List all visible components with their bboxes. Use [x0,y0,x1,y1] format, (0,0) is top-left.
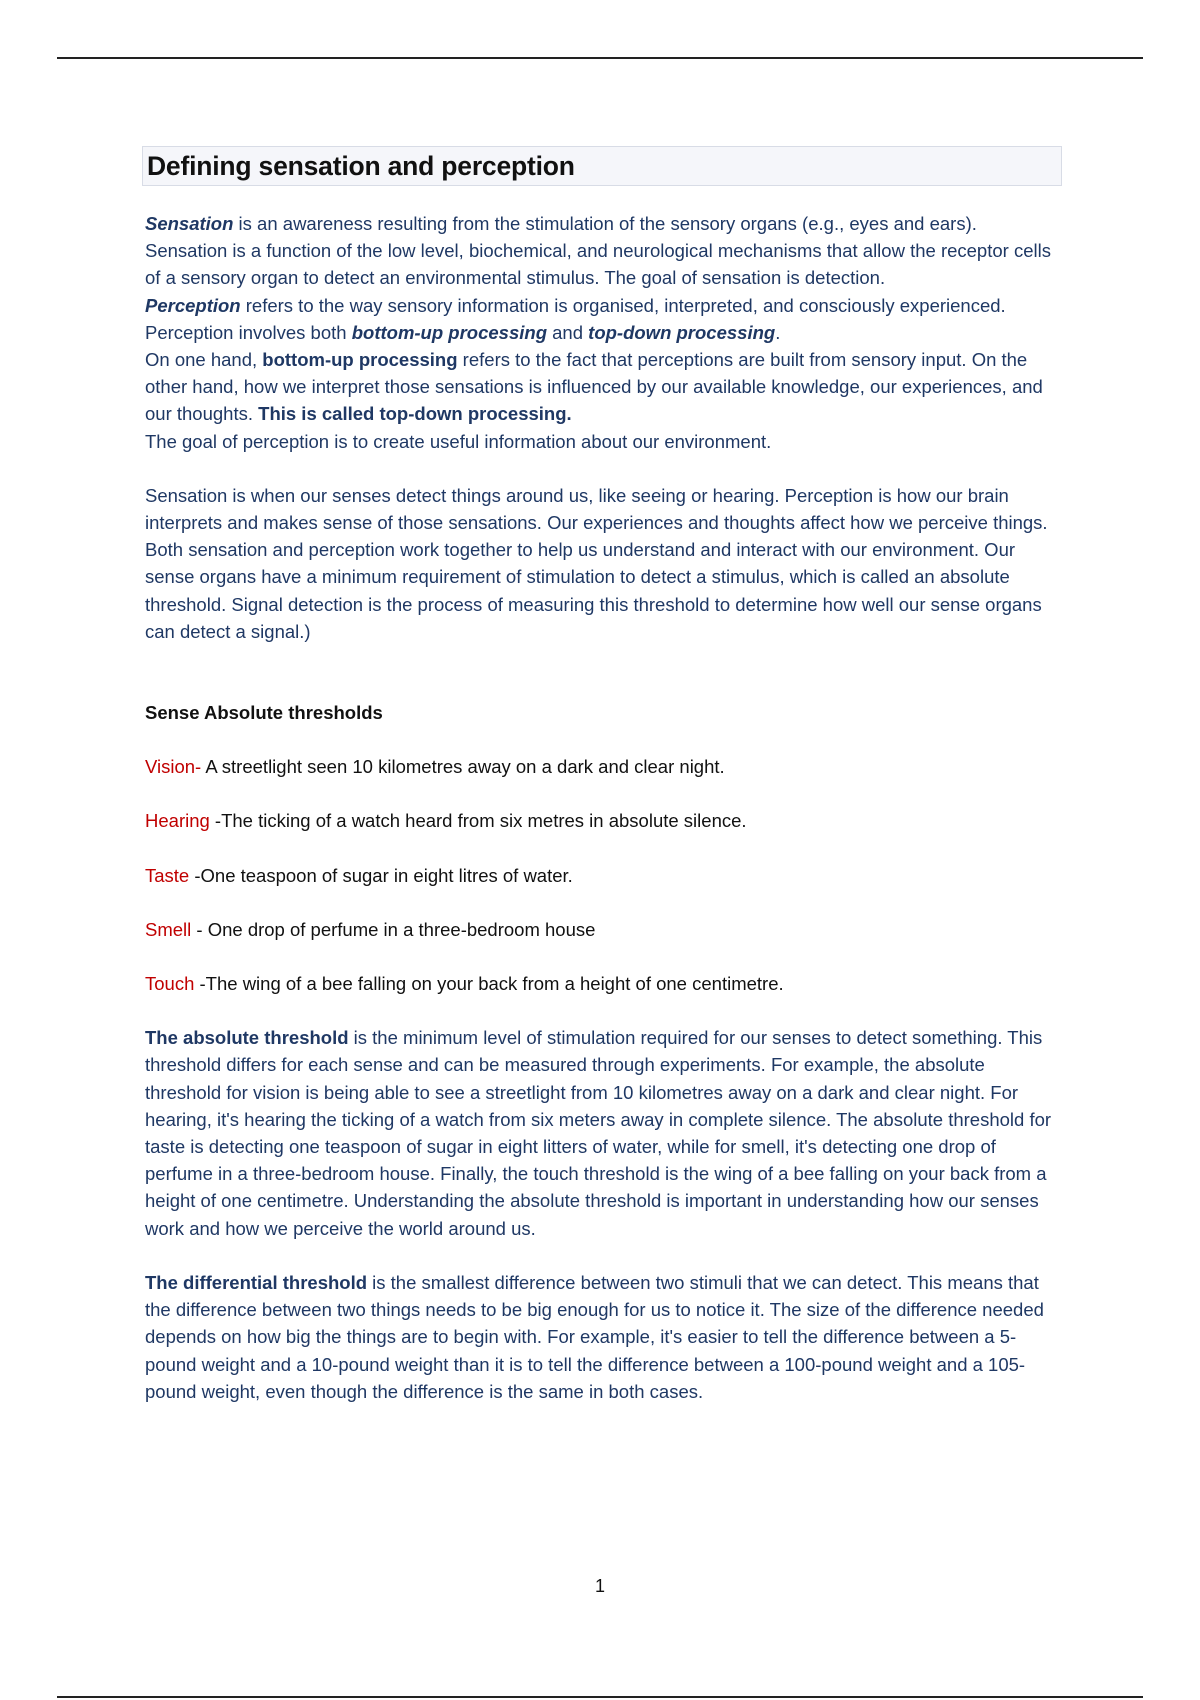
spacer [142,889,1062,916]
sense-name: Hearing [145,810,210,832]
page-title: Defining sensation and perception [147,150,575,181]
perception-end: . [775,321,781,343]
sense-taste [142,862,1062,889]
sensation-text: is an awareness resulting from the stimulation of the sensory organs (e.g., eyes and ears). Sensation is a function of the low level, biochemical, and neurological mechanisms that allow the receptor cells of a sensory organ to detect an environmental stimulus. The goal of sensation is detection. [145,213,1051,289]
differential-text: is the smallest difference between two stimuli that we can detect. This means that the difference between two things needs to be big enough for us to notice it. The size of the difference needed depends on how big the things are to begin with. For example, it's easier to tell the difference between a 5-pound weight and a 10-pound weight than it is to tell the difference between a 100-pound weight and a 105-pound weight, even though the difference is the same in both cases. [145,1271,1044,1402]
differential-threshold-paragraph [142,1269,1062,1405]
perception-term: Perception [145,294,241,316]
bottom-rule [57,1696,1143,1698]
title-box [142,146,1062,186]
sense-name: Smell [145,918,192,940]
spacer [142,645,1062,699]
perception-and: and [547,321,589,343]
bottom-up-term: bottom-up processing [351,321,547,343]
page-number: 1 [594,1576,605,1596]
sense-desc: -The ticking of a watch heard from six metres in absolute silence. [209,810,747,832]
sense-desc: - One drop of perfume in a three-bedroom house [191,918,596,940]
sense-hearing [142,807,1062,834]
sense-desc: -The wing of a bee falling on your back from a height of one centimetre. [194,973,784,995]
top-rule [57,57,1143,59]
summary-paragraph: Sensation is when our senses detect things around us, like seeing or hearing. Perception is how our brain interprets and makes sense of those sensations. Our experiences and thoughts affect how we perceive things. Both sensation and perception work together to help us understand and interact with our environment. Our sense organs have a minimum requirement of stimulation to detect a stimulus, which is called an absolute threshold. Signal detection is the process of measuring this threshold to determine how well our sense organs can detect a signal.) [145,484,1048,642]
sensation-term: Sensation [145,213,234,234]
spacer [142,835,1062,862]
spacer [142,997,1062,1024]
sense-name: Taste [145,864,190,886]
spacer [142,726,1062,753]
sense-touch [142,970,1062,997]
intro-sensation [142,210,1062,292]
spacer [142,455,1062,482]
absolute-threshold-paragraph [142,1024,1062,1242]
differential-term: The differential threshold [145,1271,368,1293]
absolute-text: is the minimum level of stimulation required for our senses to detect something. This threshold differs for each sense and can be measured through experiments. For example, the absolute threshold for vision is being able to see a streetlight from 10 kilometres away on a dark and clear night. For hearing, it's hearing the ticking of a watch from six meters away in complete silence. The absolute threshold for taste is detecting one teaspoon of sugar in eight litters of water, while for smell, it's detecting one drop of perfume in a three-bedroom house. Finally, the touch threshold is the wing of a bee falling on your back from a height of one centimetre. Understanding the absolute threshold is important in understanding how our senses work and how we perceive the world around us. [145,1027,1052,1239]
top-down-term: top-down processing [588,321,776,343]
on-one-hand: On one hand, [145,349,263,371]
sense-name: Vision- [145,756,202,778]
spacer [142,1242,1062,1269]
absolute-term: The absolute threshold [145,1027,349,1049]
intro-perception [142,292,1062,346]
sense-vision [142,753,1062,780]
spacer [142,780,1062,807]
perception-text: refers to the way sensory information is organised, interpreted, and consciously experienced. Perception involves both [145,294,1006,343]
thresholds-heading: Sense Absolute thresholds [145,702,383,724]
sense-desc: A streetlight seen 10 kilometres away on a dark and clear night. [201,756,725,778]
spacer [142,943,1062,970]
sense-desc: -One teaspoon of sugar in eight litres of water. [189,864,573,886]
bottom-up-bold: bottom-up processing [262,349,458,371]
intro-processing [142,346,1062,428]
bottom-up-text: refers to the fact that perceptions are built from sensory input. On the other hand, how we interpret those sensations is influenced by our available knowledge, our experiences, and our thoughts. [145,349,1043,425]
sense-smell [142,916,1062,943]
intro-goal: The goal of perception is to create useful information about our environment. [145,430,772,452]
document-content [142,146,1062,1405]
top-down-bold: This is called top-down processing. [258,403,572,425]
sense-name: Touch [145,973,195,995]
